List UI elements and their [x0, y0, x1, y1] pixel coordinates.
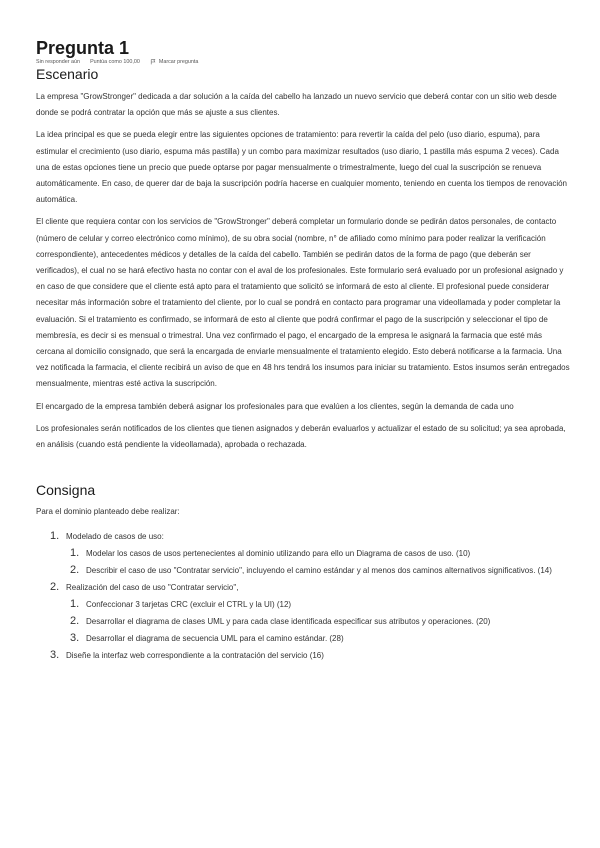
scenario-paragraph: La idea principal es que se pueda elegir entre las siguientes opciones de tratamiento: para revertir la caída del pelo (uso diario, espuma), para estimular el crecimiento (uso diario, espuma más pastilla) y un combo para maximizar resultados (uso diario, 1 pastilla más espuma 2 veces). Cada una de estas opciones tiene un precio que puede optarse por pagar mensualmente o trimestralmente, luego del cual la suscripción se renueva automáticamente. En caso, de querer dar de baja la suscripción podría hacerse en cualquier momento, teniendo en cuenta los tiempos de renovación automática.	[36, 130, 567, 205]
subtask-text: Describir el caso de uso "Contratar servicio", incluyendo el camino estándar y al menos dos caminos alternativos significativos. (14)	[86, 566, 552, 576]
subtask-number: 3.	[70, 632, 80, 645]
subtask-item	[36, 596, 572, 613]
question-score: Puntúa como 100,00	[90, 59, 140, 65]
task-list	[36, 528, 572, 664]
subtask-item	[36, 545, 572, 562]
flag-icon	[150, 59, 156, 65]
task-number: 2.	[50, 581, 60, 594]
subtask-item	[36, 562, 572, 579]
flag-question-label: Marcar pregunta	[158, 59, 199, 65]
scenario-paragraph: Los profesionales serán notificados de los clientes que tienen asignados y deberán evaluarlos y actualizar el estado de su solicitud; ya sea aprobada, en análisis (cuando está pendiente la videollamada), aprobada o rechazada.	[36, 423, 566, 450]
subtask-number: 2.	[70, 615, 80, 628]
task-number: 3.	[50, 649, 60, 662]
subtask-text: Modelar los casos de usos pertenecientes al dominio utilizando para ello un Diagrama de casos de uso. (10)	[86, 549, 471, 559]
flag-question-button[interactable]	[150, 59, 199, 65]
consigna-heading: Consigna	[36, 482, 96, 499]
subtask-text: Desarrollar el diagrama de secuencia UML para el camino estándar. (28)	[86, 634, 344, 644]
subtask-item	[36, 613, 572, 630]
scenario-paragraph: El cliente que requiera contar con los servicios de "GrowStronger" deberá completar un formulario donde se pedirán datos personales, de contacto (número de celular y correo electrónico como mínimo), de su obra social (nombre, n° de afiliado como mínimo para poder realizar la verificación correspondiente), antecedentes médicos y detalles de la caída del cabello. También se pedirán datos de la forma de pago (que deberán ser verificados), el cual no se hará efectivo hasta no contar con el aval de los profesionales. Este formulario será evaluado por un profesional asignado y en caso de que considere que el cliente está apto para el tratamiento que solicitó se informará de esto al cliente. El profesional puede considerar necesitar más información sobre el tratamiento del cliente, por lo cual se pondrá en contacto para programar una videollamada y poder completar la evaluación. Si el tratamiento es confirmado, se informará de esto al cliente que podrá confirmar el pago de la suscripción y seleccionar el tipo de membresía, es decir si es mensual o trimestral. Una vez confirmado el pago, el encargado de la empresa le asignará la farmacia que esté más cercana al domicilio consignado, que será la encargada de enviarle mensualmente el tratamiento elegido. Esto deberá notificarse a la farmacia. Una vez notificada la farmacia, el cliente recibirá un aviso de que en 48 hrs tendrá los insumos para iniciar su tratamiento. Estos insumos serán entregados mensualmente, mientras esté activa la suscripción.	[36, 217, 570, 389]
consigna-intro: Para el dominio planteado debe realizar:	[36, 507, 180, 517]
task-item	[36, 579, 572, 596]
question-meta	[36, 59, 572, 65]
question-status: Sin responder aún	[36, 59, 81, 65]
scenario-paragraph: La empresa "GrowStronger" dedicada a dar solución a la caída del cabello ha lanzado un nuevo servicio que deberá contar con un sitio web desde donde se podrá contratar la opción que más se ajuste a sus clientes.	[36, 92, 557, 118]
task-text: Modelado de casos de uso:	[66, 532, 164, 542]
subtask-number: 1.	[70, 598, 80, 611]
subtask-number: 2.	[70, 564, 80, 577]
scenario-heading: Escenario	[36, 66, 99, 82]
task-item	[36, 647, 572, 664]
subtask-item	[36, 630, 572, 647]
subtask-text: Confeccionar 3 tarjetas CRC (excluir el CTRL y la UI) (12)	[86, 600, 292, 610]
task-text: Diseñe la interfaz web correspondiente a la contratación del servicio (16)	[66, 651, 324, 661]
subtask-number: 1.	[70, 547, 80, 560]
scenario-paragraph: El encargado de la empresa también deberá asignar los profesionales para que evalúen a los clientes, según la demanda de cada uno	[36, 401, 514, 411]
task-text: Realización del caso de uso "Contratar servicio",	[66, 583, 239, 593]
task-item	[36, 528, 572, 545]
task-number: 1.	[50, 530, 60, 543]
subtask-text: Desarrollar el diagrama de clases UML y para cada clase identificada especificar sus atributos y operaciones. (20)	[86, 617, 491, 627]
question-title: Pregunta 1	[36, 38, 130, 58]
